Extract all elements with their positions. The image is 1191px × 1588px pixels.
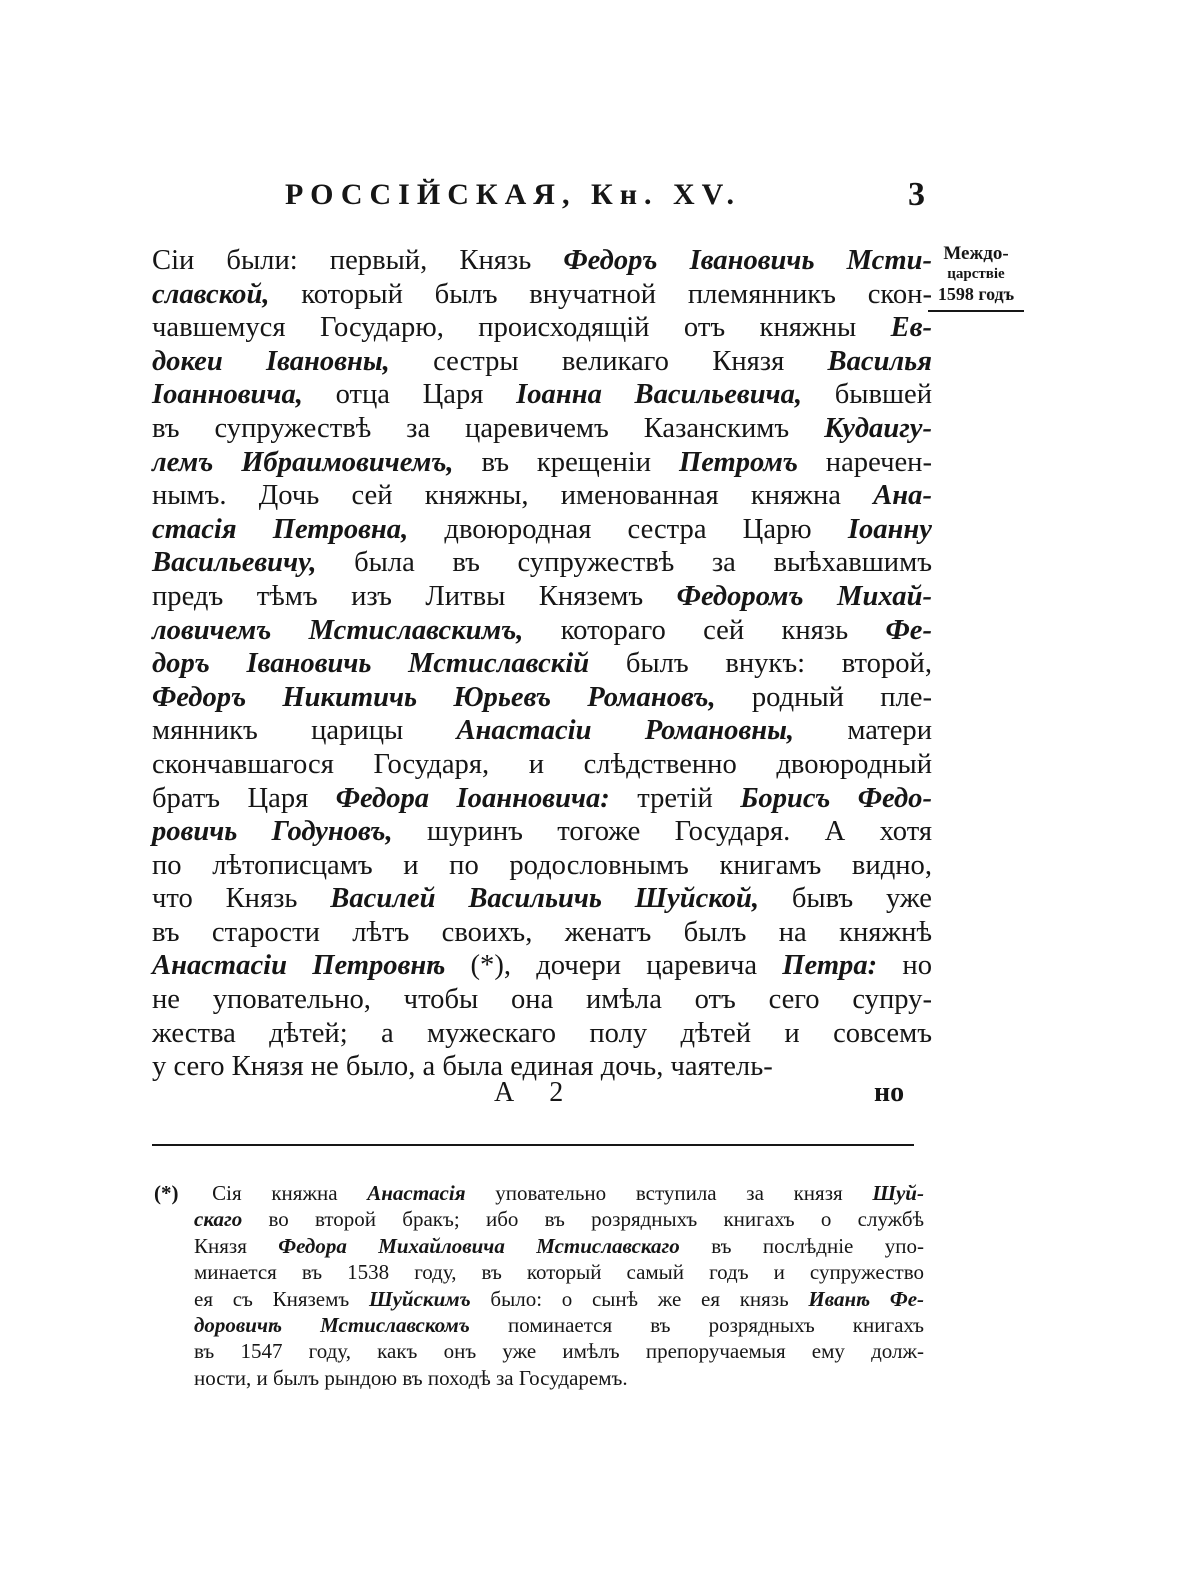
- text-line: [152, 714, 932, 748]
- name-italic: Василья: [827, 345, 932, 377]
- text-line: [152, 244, 932, 278]
- running-header: [0, 178, 1191, 222]
- text-run: шуринъ тогоже Государя. А хотя: [392, 816, 932, 848]
- footnote-line: [154, 1312, 924, 1338]
- text-line: [152, 983, 932, 1017]
- name-italic: Иванѣ Фе-: [808, 1286, 925, 1311]
- text-run: было: о сынѣ же ея князь: [470, 1286, 809, 1311]
- text-run: нымъ. Дочь сей княжны, именованная княжна: [152, 480, 874, 512]
- name-italic: Василей Васильичь Шуйской,: [330, 883, 760, 915]
- text-run: въ послѣдніе упо-: [679, 1233, 924, 1258]
- margin-note-line: Междо-: [943, 243, 1009, 264]
- text-run: что Князь: [152, 883, 331, 915]
- text-line: [152, 681, 932, 715]
- name-italic: докеи Івановны,: [152, 345, 390, 377]
- name-italic: Шуйскимъ: [368, 1286, 471, 1311]
- footnote-line: [154, 1206, 924, 1232]
- text-line: [152, 580, 932, 614]
- page-number: 3: [908, 176, 925, 213]
- text-run: ея съ Княземъ: [194, 1286, 369, 1311]
- margin-note: [928, 244, 1024, 312]
- name-italic: Федоръ Івановичь Мсти-: [563, 245, 932, 276]
- text-run: не уповательно, чтобы она имѣла отъ сего супру-: [152, 984, 932, 1016]
- text-line: [152, 345, 932, 379]
- text-line: [152, 647, 932, 681]
- name-italic: Васильевичу,: [152, 547, 317, 579]
- text-line: [152, 949, 932, 983]
- name-italic: стасія Петровна,: [152, 513, 409, 545]
- name-italic: Федоромъ Михай-: [676, 580, 932, 612]
- text-run: родный пле-: [715, 681, 932, 713]
- name-italic: славской,: [152, 278, 270, 310]
- text-run: минается въ 1538 году, въ который самый годъ и супружество: [194, 1260, 924, 1285]
- text-run: скончавшагося Государя, и слѣдственно двоюродный: [152, 748, 932, 780]
- text-run: отца Царя: [302, 379, 517, 411]
- name-italic: лемъ Ибраимовичемъ,: [152, 446, 454, 478]
- text-run: въ супружествѣ за царевичемъ Казанскимъ: [152, 412, 825, 444]
- text-line: [152, 782, 932, 816]
- name-italic: ровичь Годуновъ,: [152, 816, 393, 848]
- name-italic: Іоанновича,: [152, 379, 303, 411]
- text-run: жества дѣтей; а мужескаго полу дѣтей и совсемъ: [152, 1017, 932, 1049]
- text-run: уповательно вступила за князя: [465, 1181, 873, 1205]
- main-text: [152, 244, 932, 1084]
- name-italic: Петромъ: [678, 446, 798, 478]
- name-italic: Федора Іоанновича:: [335, 782, 610, 814]
- text-run: Сія княжна: [212, 1181, 368, 1205]
- text-line: [152, 311, 932, 345]
- margin-note-line: 1598 годъ: [937, 284, 1015, 304]
- text-run: бывъ уже: [759, 883, 932, 915]
- text-line: [152, 916, 932, 950]
- text-run: въ 1547 году, какъ онъ уже имѣлъ препоручаемыя ему долж-: [194, 1339, 924, 1364]
- text-run: но: [877, 950, 932, 982]
- name-italic: ловичемъ Мстиславскимъ,: [152, 614, 524, 646]
- text-run: чавшемуся Государю, происходящій отъ княжны: [152, 312, 891, 344]
- name-italic: Анастасія: [367, 1181, 466, 1205]
- footnote-mark: (*): [154, 1181, 209, 1205]
- text-run: въ старости лѣтъ своихъ, женатъ былъ на княжнѣ: [152, 916, 932, 948]
- name-italic: Федоръ Никитичь Юрьевъ Романовъ,: [152, 681, 716, 713]
- text-run: поминается въ розрядныхъ книгахъ: [469, 1312, 924, 1337]
- name-italic: Федора Михайловича Мстиславскаго: [278, 1233, 680, 1258]
- text-run: предъ тѣмъ изъ Литвы Княземъ: [152, 580, 677, 612]
- text-line: [152, 815, 932, 849]
- text-run: (*), дочери царевича: [445, 950, 783, 982]
- text-line: [152, 546, 932, 580]
- name-italic: Кудаигу-: [824, 412, 932, 444]
- text-run: у сего Князя не было, а была единая дочь, чаятель-: [152, 1051, 773, 1083]
- name-italic: Анастасіи Романовны,: [456, 715, 795, 747]
- name-italic: Петра:: [782, 950, 878, 982]
- catchword: но: [874, 1077, 905, 1108]
- name-italic: скаго: [194, 1207, 243, 1232]
- text-line: [152, 513, 932, 547]
- footnote-line: [154, 1286, 924, 1312]
- text-run: Сіи были: первый, Князь: [152, 245, 564, 276]
- footnote: [154, 1180, 924, 1391]
- footnote-line: [154, 1338, 924, 1364]
- margin-note-rule: [928, 310, 1024, 312]
- text-run: ности, и былъ рындою въ походѣ за Государемъ.: [194, 1365, 628, 1390]
- footnote-line: [154, 1233, 924, 1259]
- signature-mark: А 2: [494, 1077, 578, 1108]
- text-run: братъ Царя: [152, 782, 336, 814]
- name-italic: Ана-: [873, 480, 932, 512]
- text-run: была въ супружествѣ за выѣхавшимъ: [316, 547, 932, 579]
- text-run: сестры великаго Князя: [389, 345, 828, 377]
- text-run: матери: [794, 715, 932, 747]
- name-italic: доръ Івановичь Мстиславскій: [152, 648, 590, 680]
- footnote-line: [154, 1180, 924, 1206]
- text-line: [152, 614, 932, 648]
- text-run: наречен-: [797, 446, 932, 478]
- text-line: [152, 278, 932, 312]
- catchline: [0, 1077, 1191, 1113]
- running-title: РОССІЙСКАЯ, Кн. XV.: [285, 178, 741, 211]
- text-run: былъ внукъ: второй,: [589, 648, 933, 680]
- text-line: [152, 1017, 932, 1051]
- name-italic: Іоанну: [847, 513, 932, 545]
- footnote-line: [154, 1259, 924, 1285]
- text-run: Князя: [194, 1233, 279, 1258]
- text-run: который былъ внучатной племянникъ скон-: [269, 278, 932, 310]
- name-italic: Фе-: [885, 614, 932, 646]
- name-italic: Іоанна Васильевича,: [516, 379, 803, 411]
- text-run: въ крещеніи: [453, 446, 679, 478]
- text-run: двоюродная сестра Царю: [408, 513, 848, 545]
- text-line: [152, 748, 932, 782]
- text-line: [152, 849, 932, 883]
- text-run: мянникъ царицы: [152, 715, 457, 747]
- text-line: [152, 882, 932, 916]
- name-italic: Анастасіи Петровнѣ: [152, 950, 446, 982]
- text-run: котораго сей князь: [523, 614, 886, 646]
- name-italic: Ев-: [890, 312, 932, 344]
- text-line: [152, 412, 932, 446]
- name-italic: доровичѣ Мстиславскомъ: [194, 1312, 470, 1337]
- text-line: [152, 479, 932, 513]
- text-run: третій: [609, 782, 741, 814]
- footnote-line: [154, 1365, 924, 1391]
- text-run: по лѣтописцамъ и по родословнымъ книгамъ видно,: [152, 849, 932, 881]
- text-run: во второй бракъ; ибо въ розрядныхъ книгахъ о службѣ: [242, 1207, 924, 1232]
- footnote-divider: [152, 1144, 914, 1146]
- name-italic: Борисъ Федо-: [740, 782, 932, 814]
- text-run: бывшей: [802, 379, 932, 411]
- text-line: [152, 378, 932, 412]
- name-italic: Шуй-: [872, 1181, 924, 1205]
- text-line: [152, 446, 932, 480]
- margin-note-line: царствіе: [947, 266, 1005, 282]
